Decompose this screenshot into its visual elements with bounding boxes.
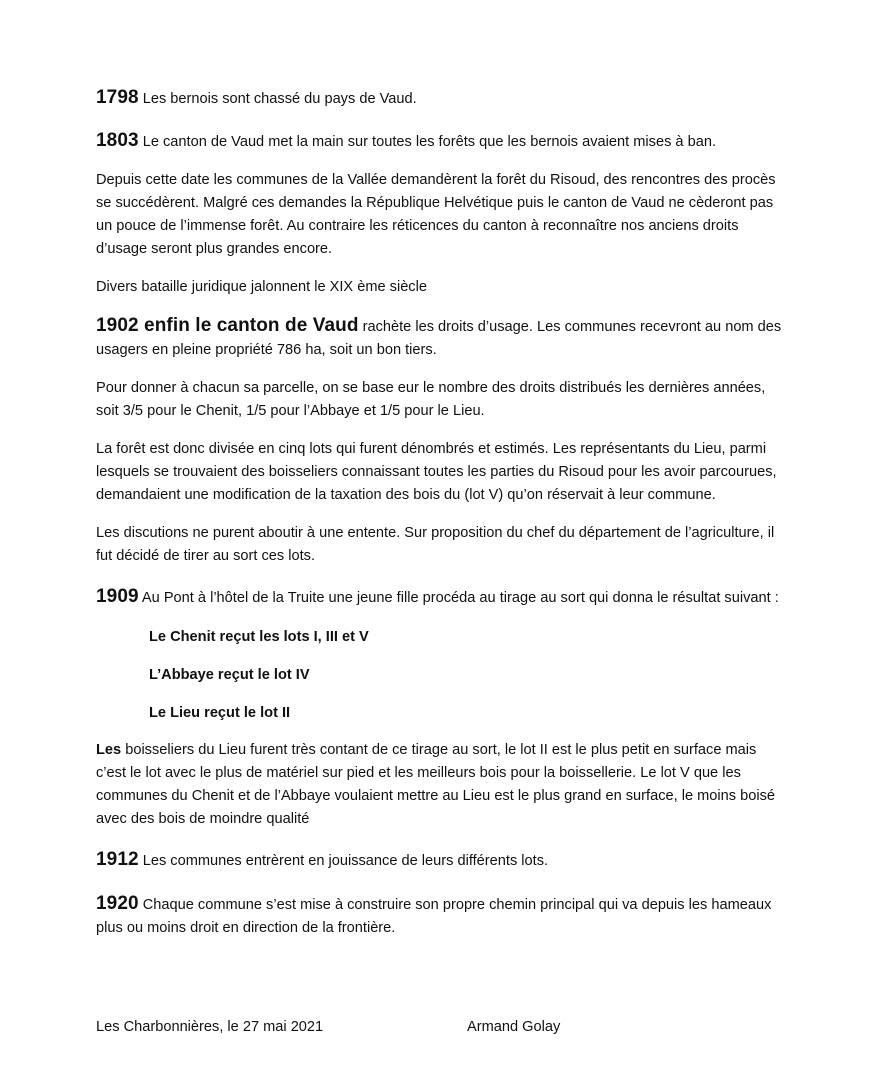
entry-1920 bbox=[96, 892, 786, 940]
entry-1798 bbox=[96, 86, 786, 111]
lot-result-lieu: Le Lieu reçut le lot II bbox=[149, 705, 291, 721]
place-date: Les Charbonnières, le 27 mai 2021 bbox=[96, 1019, 324, 1035]
entry-1902 bbox=[96, 314, 786, 362]
lot-result-chenit: Le Chenit reçut les lots I, III et V bbox=[149, 629, 369, 645]
year-heading: 1909 bbox=[96, 586, 139, 607]
entry-1912 bbox=[96, 848, 786, 873]
paragraph-depuis: Depuis cette date les communes de la Vallée demandèrent la forêt du Risoud, des rencontres des procès se succédèrent. Malgré ces demandes la République Helvétique puis le canton de Vaud ne cèderont pas un pouce de l’immense forêt. Au contraire les réticences du canton à reconnaître nos anciens droits d’usage seront plus grandes encore. bbox=[96, 172, 776, 257]
entry-text: Les communes entrèrent en jouissance de leurs différents lots. bbox=[138, 853, 549, 869]
year-heading: 1798 bbox=[96, 87, 139, 108]
entry-text: Au Pont à l’hôtel de la Truite une jeune fille procéda au tirage au sort qui donna le résultat suivant : bbox=[138, 590, 779, 606]
entry-text: Les bernois sont chassé du pays de Vaud. bbox=[138, 91, 417, 107]
entry-text: Le canton de Vaud met la main sur toutes les forêts que les bernois avaient mises à ban. bbox=[138, 134, 716, 150]
lot-result-abbaye: L’Abbaye reçut le lot IV bbox=[149, 667, 310, 683]
entry-text: rachète les droits d’usage. Les communes recevront au nom des usagers en pleine propriété 786 ha, soit un bon tiers. bbox=[96, 319, 782, 358]
entry-1909 bbox=[96, 583, 786, 612]
footer bbox=[96, 1017, 786, 1037]
entry-text: boisseliers du Lieu furent très contant de ce tirage au sort, le lot II est le plus petit en surface mais c’est le lot avec le plus de matériel sur pied et les meilleurs bois pour la boissellerie. Le lot V que les communes du Chenit et de l’Abbaye voulaient mettre au Lieu est le plus grand en surface, le moins boisé avec des bois de moindre qualité bbox=[96, 742, 776, 827]
bold-lead: Les bbox=[96, 742, 122, 758]
year-heading: 1902 enfin le canton de Vaud bbox=[96, 315, 359, 336]
entry-text: Chaque commune s’est mise à construire son propre chemin principal qui va depuis les hameaux plus ou moins droit en direction de la frontière. bbox=[96, 897, 772, 936]
paragraph-divers: Divers bataille juridique jalonnent le XIX ème siècle bbox=[96, 279, 427, 295]
paragraph-discutions: Les discutions ne purent aboutir à une entente. Sur proposition du chef du département de l’agriculture, il fut décidé de tirer au sort ces lots. bbox=[96, 525, 775, 564]
author-signature: Armand Golay bbox=[467, 1019, 561, 1035]
entry-1803 bbox=[96, 129, 786, 154]
paragraph-pour: Pour donner à chacun sa parcelle, on se base eur le nombre des droits distribués les dernières années, soit 3/5 pour le Chenit, 1/5 pour l’Abbaye et 1/5 pour le Lieu. bbox=[96, 380, 766, 419]
year-heading: 1912 bbox=[96, 849, 139, 870]
document-body bbox=[96, 86, 786, 940]
year-heading: 1920 bbox=[96, 893, 139, 914]
year-heading: 1803 bbox=[96, 130, 139, 151]
paragraph-foret: La forêt est donc divisée en cinq lots qui furent dénombrés et estimés. Les représentants du Lieu, parmi lesquels se trouvaient des boisseliers connaissant toutes les parties du Risoud pour les avoir parcourues, demandaient une modification de la taxation des bois du (lot V) qu’on réservait à leur commune. bbox=[96, 441, 777, 503]
paragraph-les bbox=[96, 739, 786, 831]
